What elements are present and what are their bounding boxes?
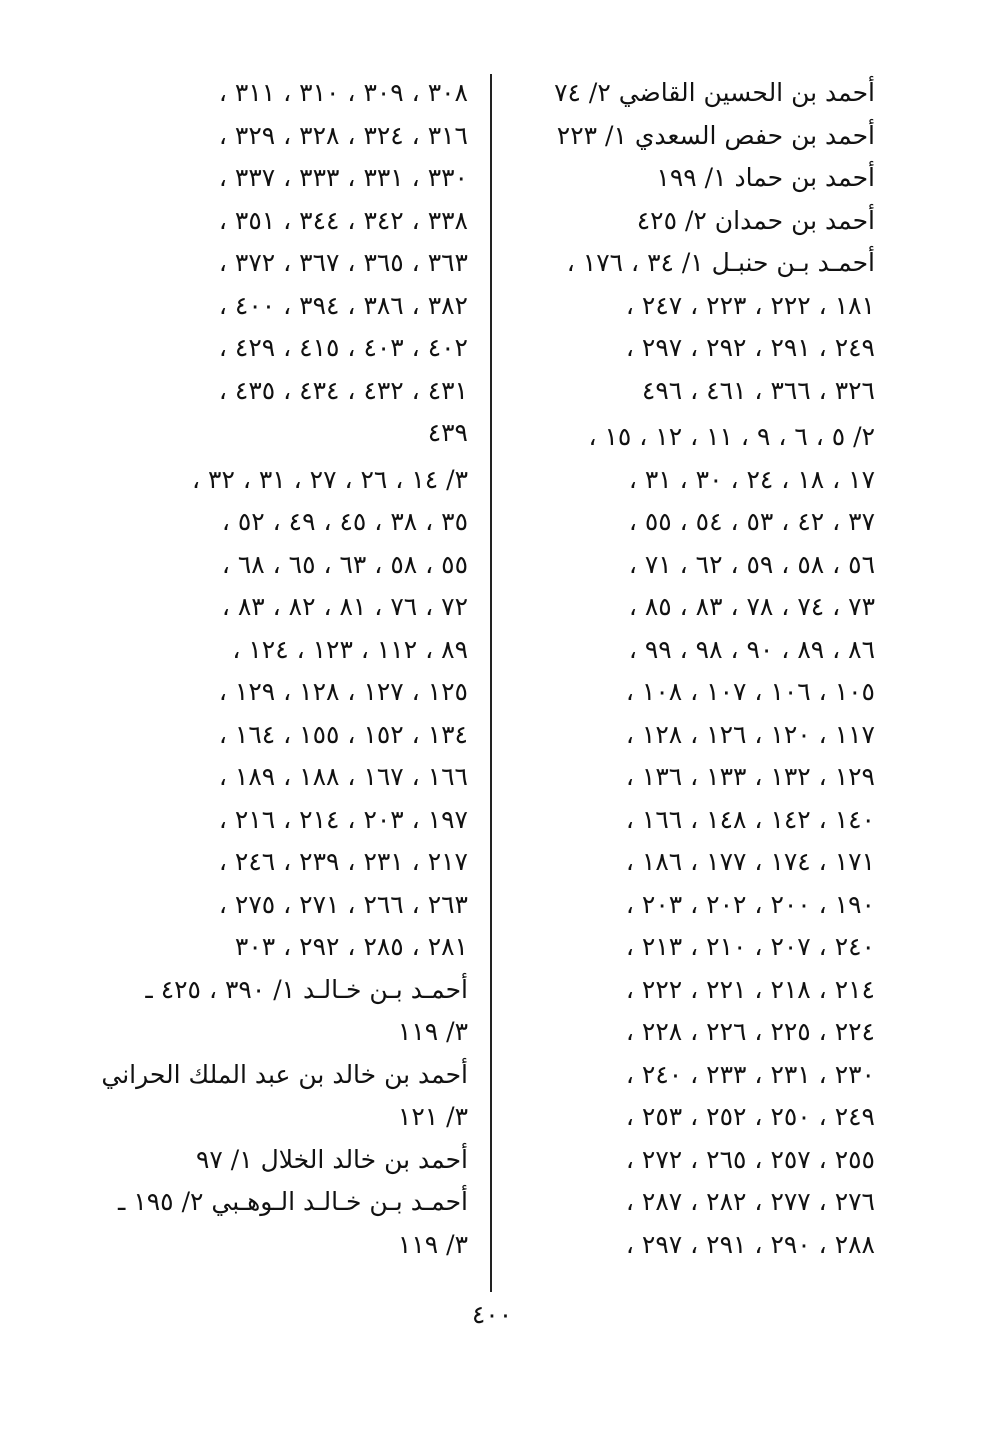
index-line: ١٤٠ ، ١٤٢ ، ١٤٨ ، ١٦٦ ، <box>625 804 875 834</box>
index-line: أحمـد بـن خـالـد ١/ ٣٩٠ ، ٤٢٥ ـ <box>145 974 468 1004</box>
page-number: ٤٠٠ <box>471 1300 513 1329</box>
index-line: ١٧١ ، ١٧٤ ، ١٧٧ ، ١٨٦ ، <box>625 847 875 876</box>
index-line: ١٦٦ ، ١٦٧ ، ١٨٨ ، ١٨٩ ، <box>218 762 468 791</box>
index-line: أحمد بن حماد ١/ ١٩٩ <box>656 163 875 192</box>
index-line: ٣٢٦ ، ٣٦٦ ، ٤٦١ ، ٤٩٦ <box>641 375 875 405</box>
index-line: ١١٧ ، ١٢٠ ، ١٢٦ ، ١٢٨ ، <box>625 719 875 749</box>
index-line: ٧٢ ، ٧٦ ، ٨١ ، ٨٢ ، ٨٣ ، <box>221 592 468 621</box>
index-line: ٢٤٠ ، ٢٠٧ ، ٢١٠ ، ٢١٣ ، <box>625 932 875 961</box>
index-line: أحمـد بـن خـالـد الـوهـبي ٢/ ١٩٥ ـ <box>118 1187 468 1216</box>
index-line: ٢٤٩ ، ٢٩١ ، ٢٩٢ ، ٢٩٧ ، <box>625 333 875 362</box>
index-line: ٣/ ١٤ ، ٢٦ ، ٢٧ ، ٣١ ، ٣٢ ، <box>192 464 468 494</box>
index-column-left <box>96 72 468 1266</box>
index-line: ٢٢٤ ، ٢٢٥ ، ٢٢٦ ، ٢٢٨ ، <box>625 1017 875 1046</box>
index-line: ٣٧ ، ٤٢ ، ٥٣ ، ٥٤ ، ٥٥ ، <box>628 507 875 536</box>
index-line: ٤٣١ ، ٤٣٢ ، ٤٣٤ ، ٤٣٥ ، <box>218 375 468 405</box>
index-line: ٢٤٩ ، ٢٥٠ ، ٢٥٢ ، ٢٥٣ ، <box>625 1102 875 1131</box>
index-line: أحمد بن خالد الخلال ١/ ٩٧ <box>195 1144 468 1174</box>
index-line: ١٩٠ ، ٢٠٠ ، ٢٠٢ ، ٢٠٣ ، <box>625 889 875 919</box>
index-line: ٣/ ١١٩ <box>397 1017 468 1046</box>
index-line: ١٠٥ ، ١٠٦ ، ١٠٧ ، ١٠٨ ، <box>625 677 875 706</box>
index-line: ٤٠٢ ، ٤٠٣ ، ٤١٥ ، ٤٢٩ ، <box>218 333 468 362</box>
index-line: ٣٣٠ ، ٣٣١ ، ٣٣٣ ، ٣٣٧ ، <box>218 163 468 192</box>
index-line: ١٧ ، ١٨ ، ٢٤ ، ٣٠ ، ٣١ ، <box>628 464 875 494</box>
index-line: ١٩٧ ، ٢٠٣ ، ٢١٤ ، ٢١٦ ، <box>218 804 468 834</box>
index-line: ٣/ ١١٩ <box>397 1229 468 1259</box>
index-line: ٣٠٨ ، ٣٠٩ ، ٣١٠ ، ٣١١ ، <box>218 78 468 107</box>
index-line: أحمد بن الحسين القاضي ٢/ ٧٤ <box>554 78 875 107</box>
index-line: ٨٩ ، ١١٢ ، ١٢٣ ، ١٢٤ ، <box>232 634 468 664</box>
index-line: ٣١٦ ، ٣٢٤ ، ٣٢٨ ، ٣٢٩ ، <box>218 120 468 150</box>
index-line: أحمد بن حمدان ٢/ ٤٢٥ <box>636 205 875 235</box>
index-line: ٥٥ ، ٥٨ ، ٦٣ ، ٦٥ ، ٦٨ ، <box>221 549 468 579</box>
index-line: ١٣٤ ، ١٥٢ ، ١٥٥ ، ١٦٤ ، <box>218 719 468 749</box>
index-line: ٣٣٨ ، ٣٤٢ ، ٣٤٤ ، ٣٥١ ، <box>218 205 468 235</box>
index-line: ٢١٧ ، ٢٣١ ، ٢٣٩ ، ٢٤٦ ، <box>218 847 468 876</box>
index-line: أحمد بن خالد بن عبد الملك الحراني <box>101 1059 468 1089</box>
index-line: ٣٦٣ ، ٣٦٥ ، ٣٦٧ ، ٣٧٢ ، <box>218 248 468 277</box>
index-line: ٧٣ ، ٧٤ ، ٧٨ ، ٨٣ ، ٨٥ ، <box>628 592 875 621</box>
index-line: أحمـد بـن حنبـل ١/ ٣٤ ، ١٧٦ ، <box>566 248 875 277</box>
index-line: ٢٨١ ، ٢٨٥ ، ٢٩٢ ، ٣٠٣ <box>234 932 468 961</box>
index-column-right <box>512 72 875 1266</box>
index-line: ٢٧٦ ، ٢٧٧ ، ٢٨٢ ، ٢٨٧ ، <box>625 1187 875 1216</box>
index-line: ٢١٤ ، ٢١٨ ، ٢٢١ ، ٢٢٢ ، <box>625 974 875 1004</box>
index-line: ١٨١ ، ٢٢٢ ، ٢٢٣ ، ٢٤٧ ، <box>625 290 875 320</box>
index-line: ٢٦٣ ، ٢٦٦ ، ٢٧١ ، ٢٧٥ ، <box>218 889 468 919</box>
index-line: ٢/ ٥ ، ٦ ، ٩ ، ١١ ، ١٢ ، ١٥ ، <box>588 422 875 451</box>
index-line: ١٢٩ ، ١٣٢ ، ١٣٣ ، ١٣٦ ، <box>625 762 875 791</box>
column-divider <box>490 74 492 1292</box>
index-line: ٣/ ١٢١ <box>397 1102 468 1131</box>
index-line: ٨٦ ، ٨٩ ، ٩٠ ، ٩٨ ، ٩٩ ، <box>628 634 875 664</box>
index-line: ٢٣٠ ، ٢٣١ ، ٢٣٣ ، ٢٤٠ ، <box>625 1059 875 1089</box>
index-line: ٤٣٩ <box>427 418 468 447</box>
index-line: ١٢٥ ، ١٢٧ ، ١٢٨ ، ١٢٩ ، <box>218 677 468 706</box>
index-line: ٢٨٨ ، ٢٩٠ ، ٢٩١ ، ٢٩٧ ، <box>625 1229 875 1259</box>
index-line: ٥٦ ، ٥٨ ، ٥٩ ، ٦٢ ، ٧١ ، <box>628 549 875 579</box>
index-line: ٢٥٥ ، ٢٥٧ ، ٢٦٥ ، ٢٧٢ ، <box>625 1144 875 1174</box>
index-line: ٣٨٢ ، ٣٨٦ ، ٣٩٤ ، ٤٠٠ ، <box>218 290 468 320</box>
index-line: ٣٥ ، ٣٨ ، ٤٥ ، ٤٩ ، ٥٢ ، <box>221 507 468 536</box>
index-line: أحمد بن حفص السعدي ١/ ٢٢٣ <box>556 120 875 150</box>
